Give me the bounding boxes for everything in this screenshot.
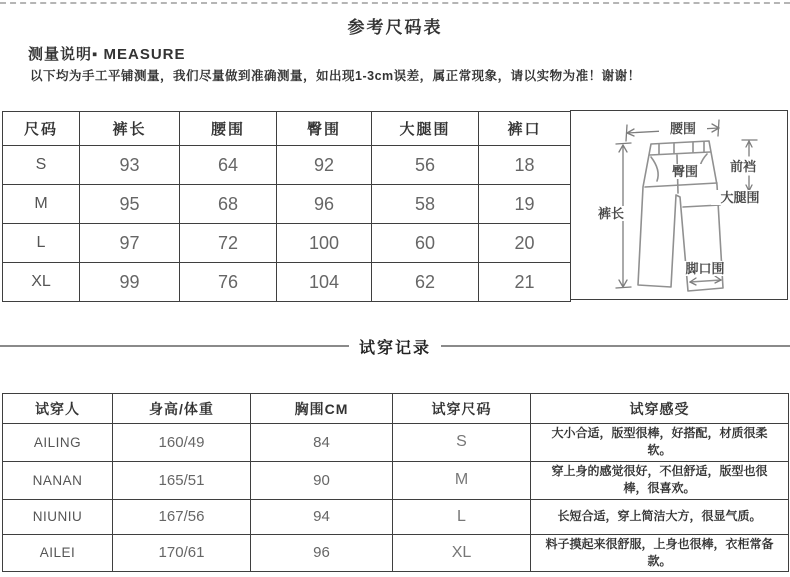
size-table-header: 大腿围	[372, 112, 479, 146]
person-cell: AILING	[3, 424, 113, 462]
size-table-header: 裤长	[80, 112, 180, 146]
page-title: 参考尺码表	[347, 18, 443, 37]
size-table-row	[3, 263, 571, 302]
tryon-header: 试穿尺码	[393, 394, 531, 424]
tryon-header: 胸围CM	[251, 394, 393, 424]
divider-line-right	[441, 345, 790, 347]
value-cell: 60	[372, 224, 479, 263]
size-table-header-row	[3, 112, 571, 146]
tryon-header-row	[3, 394, 789, 424]
tryon-size-cell: S	[393, 424, 531, 462]
value-cell: 96	[277, 185, 372, 224]
height-weight-cell: 170/61	[113, 534, 251, 572]
value-cell: 64	[180, 146, 277, 185]
size-table-header: 尺码	[3, 112, 80, 146]
size-table-row	[3, 224, 571, 263]
size-cell: S	[3, 146, 80, 185]
value-cell: 19	[479, 185, 571, 224]
value-cell: 56	[372, 146, 479, 185]
tryon-size-cell: M	[393, 461, 531, 499]
tryon-header: 试穿人	[3, 394, 113, 424]
pants-diagram	[570, 110, 788, 300]
thigh-label: 大腿围	[711, 190, 769, 205]
tryon-header: 试穿感受	[531, 394, 789, 424]
feeling-cell: 料子摸起来很舒服，上身也很棒，衣柜常备款。	[531, 534, 789, 572]
feeling-cell: 长短合适，穿上简洁大方，很显气质。	[531, 499, 789, 534]
size-table	[2, 111, 571, 302]
front-rise-label: 前裆	[723, 159, 763, 174]
tryon-row	[3, 461, 789, 499]
size-table-header: 腰围	[180, 112, 277, 146]
tryon-section-title: 试穿记录	[359, 339, 432, 357]
size-table-header: 臀围	[277, 112, 372, 146]
hip-label: 臀围	[661, 164, 709, 179]
divider-line-left	[0, 345, 349, 347]
person-cell: AILEI	[3, 534, 113, 572]
pants-length-label: 裤长	[589, 206, 633, 221]
value-cell: 62	[372, 263, 479, 302]
value-cell: 20	[479, 224, 571, 263]
value-cell: 72	[180, 224, 277, 263]
value-cell: 18	[479, 146, 571, 185]
person-cell: NANAN	[3, 461, 113, 499]
size-table-row	[3, 146, 571, 185]
size-cell: XL	[3, 263, 80, 302]
tryon-section-divider	[0, 337, 790, 355]
bust-cell: 84	[251, 424, 393, 462]
waist-label: 腰围	[659, 121, 707, 136]
size-cell: M	[3, 185, 80, 224]
value-cell: 100	[277, 224, 372, 263]
value-cell: 92	[277, 146, 372, 185]
height-weight-cell: 160/49	[113, 424, 251, 462]
value-cell: 21	[479, 263, 571, 302]
top-dashed-divider	[0, 2, 790, 4]
value-cell: 95	[80, 185, 180, 224]
size-cell: L	[3, 224, 80, 263]
size-table-header: 裤口	[479, 112, 571, 146]
value-cell: 68	[180, 185, 277, 224]
tryon-row	[3, 424, 789, 462]
value-cell: 58	[372, 185, 479, 224]
tryon-size-cell: L	[393, 499, 531, 534]
measure-note: 以下均为手工平铺测量，我们尽量做到准确测量，如出现1-3cm误差，属正常现象，请以实物为准！谢谢！	[30, 69, 641, 83]
feeling-cell: 大小合适，版型很棒，好搭配，材质很柔软。	[531, 424, 789, 462]
value-cell: 97	[80, 224, 180, 263]
bust-cell: 96	[251, 534, 393, 572]
tryon-row	[3, 499, 789, 534]
size-table-row	[3, 185, 571, 224]
person-cell: NIUNIU	[3, 499, 113, 534]
tryon-size-cell: XL	[393, 534, 531, 572]
leg-opening-label: 脚口围	[675, 261, 735, 276]
value-cell: 99	[80, 263, 180, 302]
tryon-row	[3, 534, 789, 572]
value-cell: 93	[80, 146, 180, 185]
value-cell: 76	[180, 263, 277, 302]
tryon-header: 身高/体重	[113, 394, 251, 424]
tryon-table	[2, 393, 789, 572]
bust-cell: 90	[251, 461, 393, 499]
height-weight-cell: 167/56	[113, 499, 251, 534]
height-weight-cell: 165/51	[113, 461, 251, 499]
measure-heading: 测量说明▪ MEASURE	[28, 46, 186, 63]
feeling-cell: 穿上身的感觉很好，不但舒适，版型也很棒，很喜欢。	[531, 461, 789, 499]
value-cell: 104	[277, 263, 372, 302]
bust-cell: 94	[251, 499, 393, 534]
